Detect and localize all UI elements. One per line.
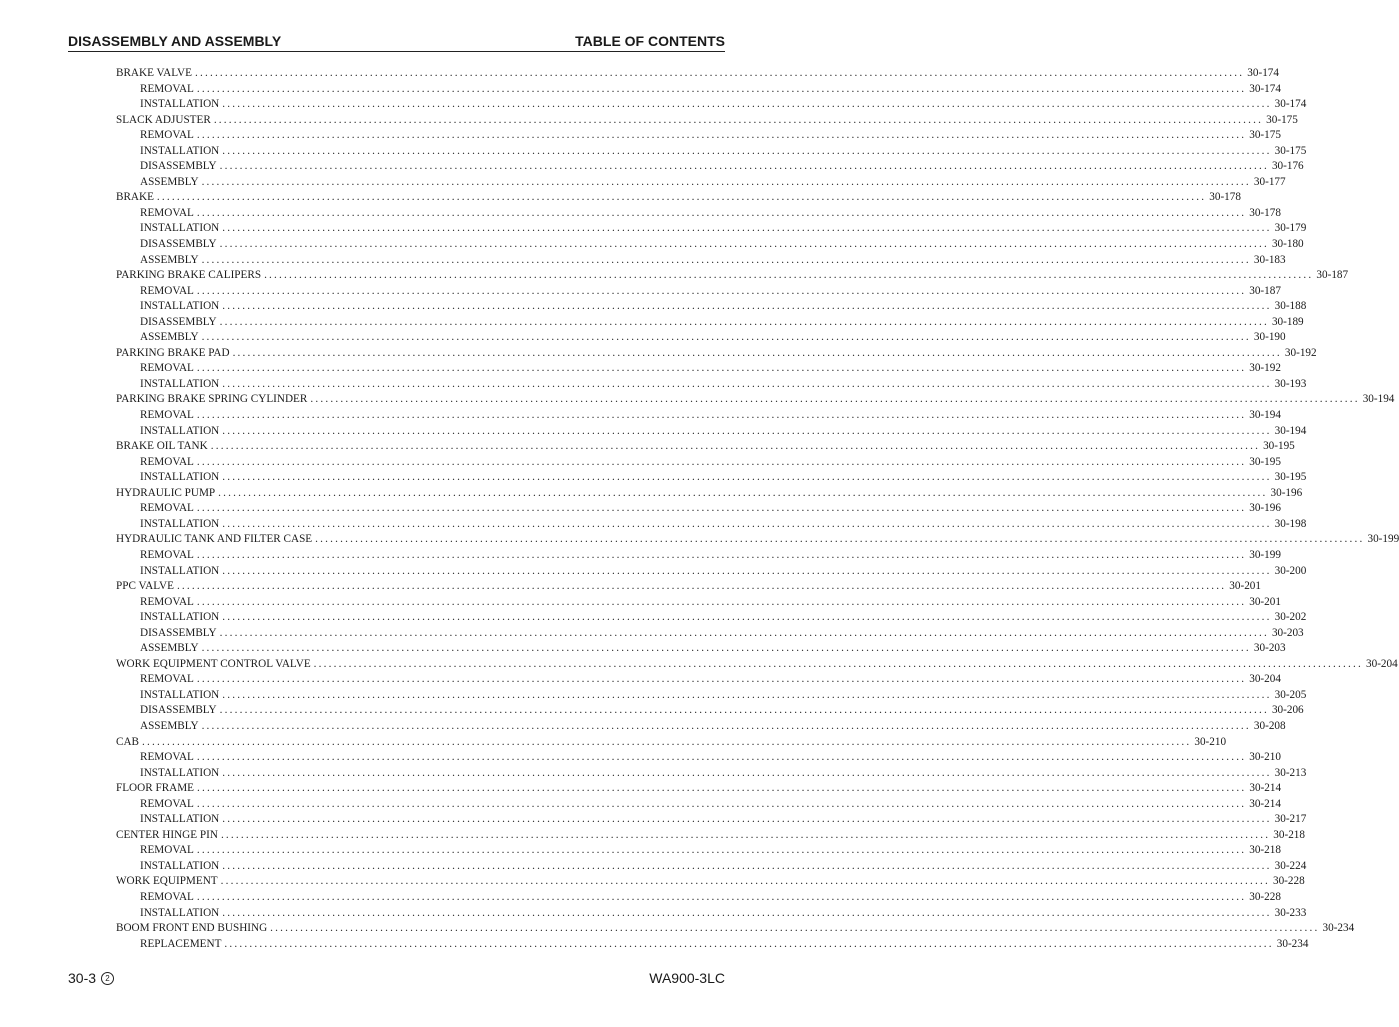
- toc-subentry[interactable]: [116, 641, 1286, 657]
- toc-entry[interactable]: [116, 66, 1279, 82]
- toc-entry-page: 30-174: [1247, 67, 1279, 79]
- toc-entry-title: DISASSEMBLY: [140, 315, 217, 328]
- toc-entry-title: WORK EQUIPMENT: [116, 875, 218, 888]
- toc-entry-title: REMOVAL: [140, 129, 194, 142]
- dot-leader: ..................................................................................................................................................................................................................: [220, 875, 1270, 888]
- toc-entry-title: INSTALLATION: [140, 424, 220, 437]
- toc-entry-title: FLOOR FRAME: [116, 782, 195, 795]
- dot-leader: ..................................................................................................................................................................................................................: [222, 424, 1272, 437]
- toc-entry-title: DISASSEMBLY: [140, 238, 217, 251]
- toc-entry-title: REMOVAL: [140, 797, 194, 810]
- dot-leader: ..................................................................................................................................................................................................................: [196, 455, 1247, 468]
- toc-entry-title: INSTALLATION: [140, 471, 220, 484]
- toc-entry-title: INSTALLATION: [140, 144, 220, 157]
- toc-entry-page: 30-228: [1272, 875, 1305, 888]
- dot-leader: ..................................................................................................................................................................................................................: [219, 315, 1269, 328]
- dot-leader: ..................................................................................................................................................................................................................: [196, 206, 1247, 219]
- toc-entry[interactable]: [116, 190, 1241, 206]
- dot-leader: ..................................................................................................................................................................................................................: [313, 657, 1363, 670]
- toc-subentry[interactable]: [116, 470, 1307, 486]
- toc-entry-page: 30-190: [1253, 331, 1286, 344]
- toc-subentry[interactable]: [116, 906, 1307, 922]
- toc-entry-page: 30-203: [1271, 626, 1304, 639]
- dot-leader: ..................................................................................................................................................................................................................: [210, 440, 1261, 453]
- toc-entry-page: 30-204: [1249, 673, 1281, 686]
- toc-entry-title: CENTER HINGE PIN: [116, 828, 218, 841]
- toc-entry-page: 30-199: [1367, 533, 1399, 546]
- toc-entry-page: 30-233: [1274, 906, 1307, 919]
- toc-entry-page: 30-174: [1274, 98, 1307, 111]
- toc-subentry[interactable]: [116, 175, 1286, 191]
- toc-subentry[interactable]: [116, 890, 1281, 906]
- dot-leader: ..................................................................................................................................................................................................................: [196, 502, 1247, 515]
- toc-entry-title: INSTALLATION: [140, 517, 220, 530]
- dot-leader: ..................................................................................................................................................................................................................: [310, 393, 1360, 406]
- toc-entry-page: 30-194: [1249, 409, 1281, 422]
- dot-leader: ..................................................................................................................................................................................................................: [222, 859, 1272, 872]
- dot-leader: ..................................................................................................................................................................................................................: [196, 548, 1247, 561]
- toc-subentry[interactable]: [116, 610, 1307, 626]
- toc-entry[interactable]: [116, 579, 1261, 595]
- toc-entry[interactable]: [116, 346, 1317, 362]
- dot-leader: ..................................................................................................................................................................................................................: [315, 533, 1365, 546]
- toc-subentry[interactable]: [116, 361, 1281, 377]
- toc-entry-title: ASSEMBLY: [140, 719, 199, 732]
- toc-entry-page: 30-199: [1249, 548, 1281, 561]
- toc-entry-title: ASSEMBLY: [140, 331, 199, 344]
- toc-entry-page: 30-202: [1274, 611, 1307, 624]
- toc-entry-title: INSTALLATION: [140, 564, 220, 577]
- toc-entry-title: REMOVAL: [140, 362, 194, 375]
- toc-entry-page: 30-174: [1249, 82, 1281, 95]
- toc-entry-page: 30-196: [1249, 502, 1281, 515]
- toc-entry-title: REMOVAL: [140, 284, 194, 297]
- dot-leader: ..................................................................................................................................................................................................................: [197, 782, 1247, 795]
- dot-leader: ..................................................................................................................................................................................................................: [156, 191, 1207, 204]
- toc-entry-page: 30-210: [1249, 751, 1281, 764]
- toc-entry-title: PARKING BRAKE CALIPERS: [116, 269, 262, 282]
- toc-subentry[interactable]: [116, 206, 1281, 222]
- toc-subentry[interactable]: [116, 766, 1307, 782]
- toc-entry-page: 30-213: [1274, 766, 1307, 779]
- dot-leader: ..................................................................................................................................................................................................................: [196, 890, 1247, 903]
- toc-entry-title: INSTALLATION: [140, 766, 220, 779]
- toc-entry-title: DISASSEMBLY: [140, 626, 217, 639]
- toc-entry-title: ASSEMBLY: [140, 253, 199, 266]
- dot-leader: ..................................................................................................................................................................................................................: [196, 82, 1247, 95]
- toc-entry-page: 30-175: [1274, 144, 1307, 157]
- toc-entry-page: 30-195: [1263, 440, 1295, 453]
- dot-leader: ..................................................................................................................................................................................................................: [222, 564, 1272, 577]
- toc-subentry[interactable]: [116, 564, 1307, 580]
- toc-entry-title: INSTALLATION: [140, 611, 220, 624]
- toc-entry-page: 30-188: [1274, 300, 1307, 313]
- toc-entry-page: 30-192: [1284, 346, 1317, 359]
- toc-entry-title: DISASSEMBLY: [140, 160, 217, 173]
- dot-leader: ..................................................................................................................................................................................................................: [270, 922, 1320, 935]
- toc-subentry[interactable]: [116, 315, 1304, 331]
- toc-entry-page: 30-206: [1271, 704, 1304, 717]
- toc-entry-page: 30-208: [1253, 719, 1286, 732]
- toc-subentry[interactable]: [116, 548, 1281, 564]
- toc-entry-title: INSTALLATION: [140, 813, 220, 826]
- toc-entry-title: BRAKE VALVE: [116, 67, 192, 79]
- dot-leader: ..................................................................................................................................................................................................................: [222, 471, 1272, 484]
- toc-entry-title: REMOVAL: [140, 890, 194, 903]
- toc-entry-page: 30-218: [1273, 828, 1305, 841]
- toc-entry-title: REMOVAL: [140, 844, 194, 857]
- toc-entry-page: 30-228: [1249, 890, 1281, 903]
- toc-entry-page: 30-234: [1276, 937, 1309, 950]
- toc-subentry[interactable]: [116, 688, 1307, 704]
- toc-entry-page: 30-194: [1274, 424, 1307, 437]
- toc-entry-page: 30-196: [1270, 486, 1303, 499]
- model-name: WA900-3LC: [649, 970, 725, 986]
- toc-subentry[interactable]: [116, 501, 1281, 517]
- dot-leader: ..................................................................................................................................................................................................................: [224, 937, 1274, 950]
- toc-entry-page: 30-180: [1271, 238, 1304, 251]
- dot-leader: ..................................................................................................................................................................................................................: [222, 222, 1272, 235]
- toc-entry-page: 30-179: [1274, 222, 1307, 235]
- toc-entry-title: HYDRAULIC PUMP: [116, 486, 216, 499]
- footer-page-info: [68, 970, 114, 986]
- dot-leader: ..................................................................................................................................................................................................................: [219, 704, 1269, 717]
- dot-leader: ..................................................................................................................................................................................................................: [196, 844, 1247, 857]
- toc-subentry[interactable]: [116, 937, 1309, 953]
- dot-leader: ..................................................................................................................................................................................................................: [222, 906, 1272, 919]
- toc-entry-page: 30-234: [1322, 922, 1355, 935]
- dot-leader: ..................................................................................................................................................................................................................: [196, 409, 1247, 422]
- toc-entry-page: 30-193: [1274, 377, 1307, 390]
- toc-subentry[interactable]: [116, 330, 1286, 346]
- toc-entry-title: REMOVAL: [140, 409, 194, 422]
- toc-entry-title: PARKING BRAKE SPRING CYLINDER: [116, 393, 308, 406]
- toc-entry-title: REMOVAL: [140, 751, 194, 764]
- toc-subentry[interactable]: [116, 221, 1307, 237]
- toc-entry-title: INSTALLATION: [140, 300, 220, 313]
- toc-entry-page: 30-218: [1249, 844, 1281, 857]
- dot-leader: ..................................................................................................................................................................................................................: [213, 113, 1264, 126]
- toc-entry-title: INSTALLATION: [140, 688, 220, 701]
- page-footer: [68, 970, 725, 986]
- toc-entry[interactable]: [116, 268, 1349, 284]
- toc-subentry[interactable]: [116, 424, 1307, 440]
- toc-subentry[interactable]: [116, 797, 1281, 813]
- dot-leader: ..................................................................................................................................................................................................................: [222, 144, 1272, 157]
- page-number: 30-3: [68, 970, 97, 986]
- dot-leader: ..................................................................................................................................................................................................................: [264, 269, 1314, 282]
- toc-subentry[interactable]: [116, 408, 1281, 424]
- toc-subentry[interactable]: [116, 159, 1304, 175]
- toc-entry-title: BOOM FRONT END BUSHING: [116, 922, 268, 935]
- dot-leader: ..................................................................................................................................................................................................................: [222, 766, 1272, 779]
- toc-entry-page: 30-187: [1316, 269, 1349, 282]
- dot-leader: ..................................................................................................................................................................................................................: [201, 719, 1251, 732]
- toc-entry-title: REMOVAL: [140, 548, 194, 561]
- toc-entry-page: 30-189: [1271, 315, 1304, 328]
- toc-entry-title: INSTALLATION: [140, 377, 220, 390]
- toc-entry[interactable]: [116, 532, 1399, 548]
- toc-subentry[interactable]: [116, 97, 1307, 113]
- toc-entry-page: 30-187: [1249, 284, 1281, 297]
- toc-entry-title: REMOVAL: [140, 206, 194, 219]
- toc-entry-title: REMOVAL: [140, 82, 194, 95]
- toc-entry-title: WORK EQUIPMENT CONTROL VALVE: [116, 657, 311, 670]
- toc-subentry[interactable]: [116, 672, 1281, 688]
- toc-subentry[interactable]: [116, 517, 1307, 533]
- toc-entry[interactable]: [116, 781, 1282, 797]
- table-of-contents: [116, 66, 1399, 952]
- dot-leader: ..................................................................................................................................................................................................................: [196, 362, 1247, 375]
- toc-subentry[interactable]: [116, 859, 1307, 875]
- toc-entry-title: CAB: [116, 735, 140, 748]
- toc-entry-page: 30-194: [1362, 393, 1395, 406]
- dot-leader: ..................................................................................................................................................................................................................: [196, 595, 1247, 608]
- toc-entry-title: HYDRAULIC TANK AND FILTER CASE: [116, 533, 313, 546]
- toc-subentry[interactable]: [116, 299, 1307, 315]
- toc-subentry[interactable]: [116, 284, 1281, 300]
- toc-entry[interactable]: [116, 113, 1298, 129]
- toc-entry-title: PPC VALVE: [116, 580, 174, 593]
- toc-subentry[interactable]: [116, 377, 1307, 393]
- toc-entry-page: 30-201: [1249, 595, 1281, 608]
- toc-entry-page: 30-195: [1274, 471, 1307, 484]
- toc-entry-page: 30-204: [1366, 657, 1398, 670]
- toc-entry-page: 30-203: [1253, 642, 1286, 655]
- toc-subentry[interactable]: [116, 82, 1281, 98]
- toc-subentry[interactable]: [116, 128, 1281, 144]
- toc-entry-title: DISASSEMBLY: [140, 704, 217, 717]
- toc-subentry[interactable]: [116, 719, 1286, 735]
- toc-entry-page: 30-198: [1274, 517, 1307, 530]
- toc-entry[interactable]: [116, 486, 1303, 502]
- dot-leader: ..................................................................................................................................................................................................................: [222, 300, 1272, 313]
- dot-leader: ..................................................................................................................................................................................................................: [196, 751, 1247, 764]
- toc-entry-title: ASSEMBLY: [140, 642, 199, 655]
- dot-leader: ..................................................................................................................................................................................................................: [219, 626, 1269, 639]
- dot-leader: ..................................................................................................................................................................................................................: [142, 735, 1192, 748]
- dot-leader: ..................................................................................................................................................................................................................: [196, 129, 1247, 142]
- toc-subentry[interactable]: [116, 455, 1281, 471]
- toc-entry-title: ASSEMBLY: [140, 175, 199, 188]
- toc-entry-title: REMOVAL: [140, 502, 194, 515]
- toc-entry-page: 30-217: [1274, 813, 1307, 826]
- page-header: [68, 33, 725, 52]
- toc-entry-title: INSTALLATION: [140, 222, 220, 235]
- toc-entry-title: INSTALLATION: [140, 98, 220, 111]
- dot-leader: ..................................................................................................................................................................................................................: [218, 486, 1268, 499]
- toc-subentry[interactable]: [116, 843, 1281, 859]
- dot-leader: ..................................................................................................................................................................................................................: [196, 673, 1247, 686]
- toc-heading: TABLE OF CONTENTS: [575, 33, 725, 49]
- toc-entry-title: PARKING BRAKE PAD: [116, 346, 230, 359]
- toc-entry-title: INSTALLATION: [140, 906, 220, 919]
- toc-entry-page: 30-201: [1229, 580, 1261, 593]
- dot-leader: ..................................................................................................................................................................................................................: [222, 813, 1272, 826]
- toc-entry[interactable]: [116, 657, 1398, 673]
- toc-entry[interactable]: [116, 828, 1305, 844]
- toc-subentry[interactable]: [116, 812, 1307, 828]
- dot-leader: ..................................................................................................................................................................................................................: [222, 98, 1272, 111]
- toc-entry-page: 30-183: [1253, 253, 1286, 266]
- toc-entry-title: BRAKE: [116, 191, 154, 204]
- dot-leader: ..................................................................................................................................................................................................................: [201, 253, 1251, 266]
- toc-entry-title: REMOVAL: [140, 673, 194, 686]
- toc-entry-title: REMOVAL: [140, 455, 194, 468]
- dot-leader: ..................................................................................................................................................................................................................: [222, 688, 1272, 701]
- toc-entry-page: 30-177: [1253, 175, 1286, 188]
- toc-entry-page: 30-195: [1249, 455, 1281, 468]
- dot-leader: ..................................................................................................................................................................................................................: [222, 611, 1272, 624]
- toc-entry-page: 30-210: [1194, 735, 1227, 748]
- toc-entry-page: 30-214: [1249, 782, 1282, 795]
- toc-entry[interactable]: [116, 874, 1305, 890]
- toc-subentry[interactable]: [116, 626, 1304, 642]
- toc-entry-title: SLACK ADJUSTER: [116, 113, 211, 126]
- dot-leader: ..................................................................................................................................................................................................................: [201, 331, 1251, 344]
- toc-entry-page: 30-175: [1266, 113, 1298, 126]
- toc-entry[interactable]: [116, 439, 1295, 455]
- toc-entry-page: 30-205: [1274, 688, 1307, 701]
- dot-leader: ..................................................................................................................................................................................................................: [196, 797, 1247, 810]
- revision-mark: 2: [101, 972, 114, 985]
- dot-leader: ..................................................................................................................................................................................................................: [194, 67, 1245, 79]
- toc-entry-page: 30-224: [1274, 859, 1307, 872]
- toc-entry[interactable]: [116, 392, 1395, 408]
- section-title: DISASSEMBLY AND ASSEMBLY: [68, 33, 282, 49]
- dot-leader: ..................................................................................................................................................................................................................: [222, 517, 1272, 530]
- toc-entry-page: 30-200: [1274, 564, 1307, 577]
- dot-leader: ..................................................................................................................................................................................................................: [201, 175, 1251, 188]
- toc-subentry[interactable]: [116, 595, 1281, 611]
- toc-subentry[interactable]: [116, 253, 1286, 269]
- dot-leader: ..................................................................................................................................................................................................................: [201, 642, 1251, 655]
- dot-leader: ..................................................................................................................................................................................................................: [222, 377, 1272, 390]
- toc-subentry[interactable]: [116, 144, 1307, 160]
- toc-entry-page: 30-176: [1271, 160, 1304, 173]
- toc-subentry[interactable]: [116, 703, 1304, 719]
- toc-entry-page: 30-192: [1249, 362, 1281, 375]
- toc-entry-title: REPLACEMENT: [140, 937, 222, 950]
- toc-entry[interactable]: [116, 735, 1227, 751]
- toc-entry-title: INSTALLATION: [140, 859, 220, 872]
- dot-leader: ..................................................................................................................................................................................................................: [219, 238, 1269, 251]
- dot-leader: ..................................................................................................................................................................................................................: [176, 580, 1227, 593]
- toc-entry-title: BRAKE OIL TANK: [116, 440, 208, 453]
- dot-leader: ..................................................................................................................................................................................................................: [196, 284, 1247, 297]
- toc-subentry[interactable]: [116, 237, 1304, 253]
- toc-entry-page: 30-178: [1249, 206, 1281, 219]
- dot-leader: ..................................................................................................................................................................................................................: [220, 828, 1271, 841]
- toc-entry[interactable]: [116, 921, 1355, 937]
- toc-subentry[interactable]: [116, 750, 1281, 766]
- toc-entry-page: 30-214: [1249, 797, 1281, 810]
- toc-entry-page: 30-178: [1209, 191, 1241, 204]
- dot-leader: ..................................................................................................................................................................................................................: [219, 160, 1269, 173]
- toc-entry-page: 30-175: [1249, 129, 1281, 142]
- dot-leader: ..................................................................................................................................................................................................................: [232, 346, 1282, 359]
- toc-entry-title: REMOVAL: [140, 595, 194, 608]
